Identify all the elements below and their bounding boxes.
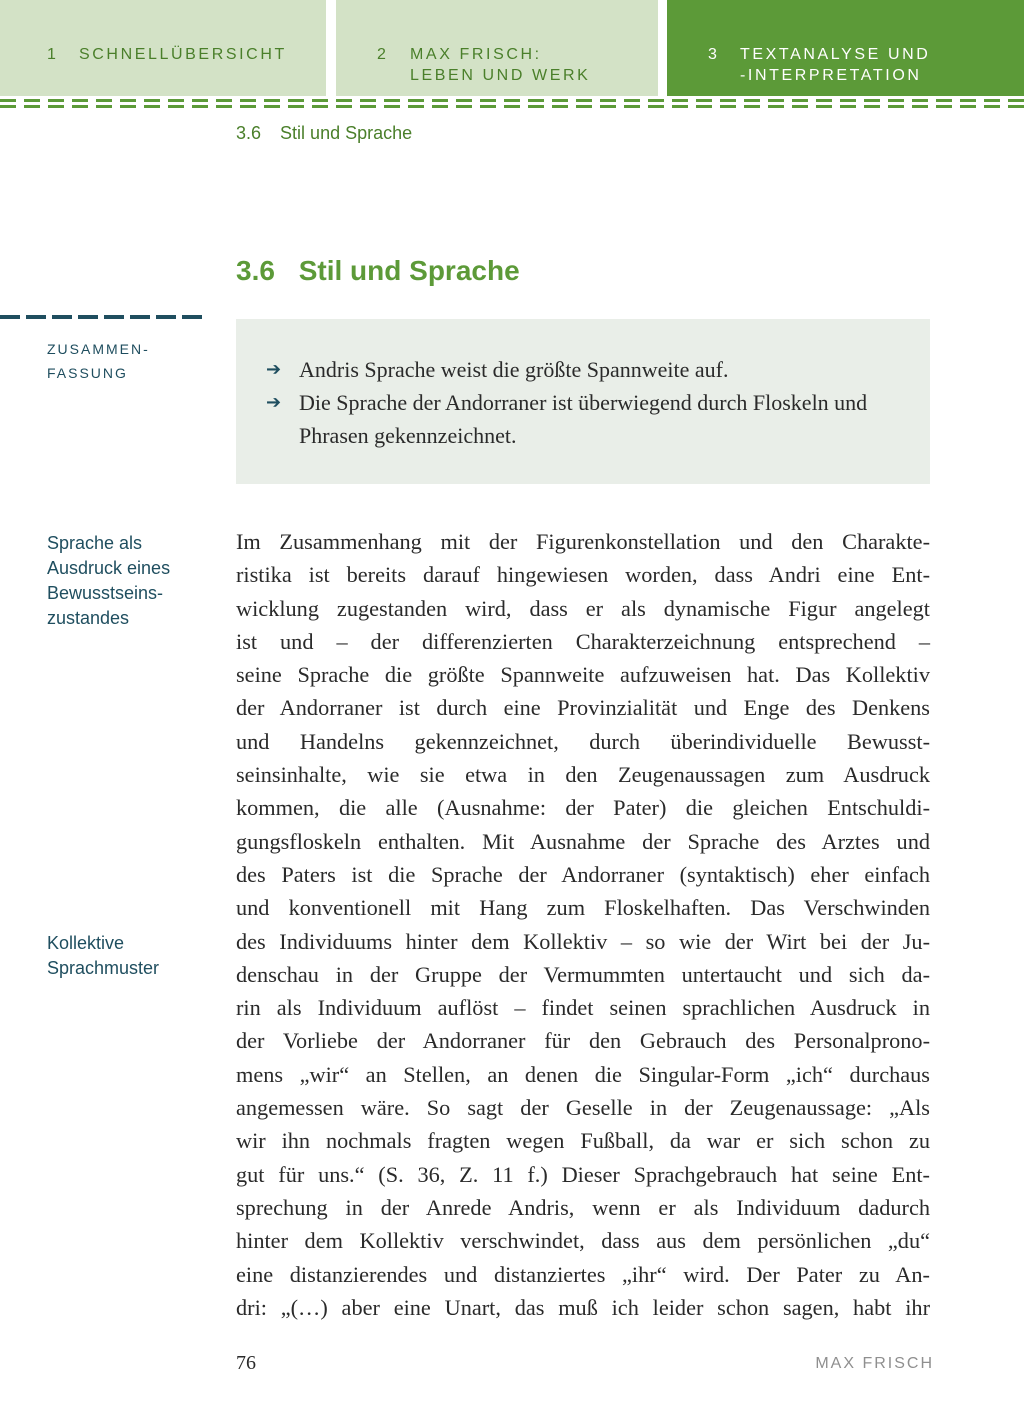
text-line: und Handelns gekennzeichnet, durch überindividuelle Bewusst- <box>236 728 930 754</box>
text-line: ristika ist bereits darauf hingewiesen worden, dass Andri eine Ent- <box>236 562 930 588</box>
text-line: Im Zusammenhang mit der Figurenkonstellation und den Charakte- <box>236 529 930 554</box>
text-line: des Individuums hinter dem Kollektiv – so wie der Wirt bei der Ju- <box>236 928 930 954</box>
text-line: hinter dem Kollektiv verschwindet, dass aus dem persönlichen „du“ <box>236 1228 930 1254</box>
text-line: der Vorliebe der Andorraner für den Gebrauch des Personalprono- <box>236 1028 930 1054</box>
header-divider-bottom <box>0 105 1024 108</box>
text-line: der Andorraner ist durch eine Provinzialität und Enge des Denkens <box>236 695 930 721</box>
section-title <box>236 255 520 287</box>
tab-label: TEXTANALYSE UND -INTERPRETATION <box>740 46 931 84</box>
text-line: gungsfloskeln enthalten. Mit Ausnahme der Sprache des Arztes und <box>236 828 930 854</box>
text-line: denschau in der Gruppe der Vermummten untertaucht und sich da- <box>236 961 930 987</box>
summary-box <box>236 319 930 484</box>
tab-label: MAX FRISCH: LEBEN UND WERK <box>410 46 591 84</box>
arrow-right-icon: ➔ <box>266 392 282 413</box>
sidebar-divider <box>0 315 206 319</box>
text-line: mens „wir“ an Stellen, an denen die Singular-Form „ich“ durchaus <box>236 1061 930 1087</box>
running-head <box>236 123 412 144</box>
summary-item-text: Andris Sprache weist die größte Spannweite auf. <box>299 357 729 382</box>
text-line: rin als Individuum auflöst – findet seinen sprachlichen Ausdruck in <box>236 995 930 1021</box>
summary-item <box>266 353 910 386</box>
page-number: 76 <box>236 1352 256 1374</box>
section-number: 3.6 <box>236 255 275 286</box>
text-line: seinsinhalte, wie sie etwa in den Zeugenaussagen zum Ausdruck <box>236 762 930 788</box>
tab-label: SCHNELLÜBERSICHT <box>79 46 287 63</box>
sidebar-summary-label: ZUSAMMEN- FASSUNG <box>47 341 150 381</box>
footer-book-title: MAX FRISCH <box>815 1355 934 1372</box>
text-line: angemessen wäre. So sagt der Geselle in der Zeugenaussage: „Als <box>236 1095 930 1121</box>
text-line: wicklung zugestanden wird, dass er als dynamische Figur angelegt <box>236 595 930 621</box>
text-line: gut für uns.“ (S. 36, Z. 11 f.) Dieser Sprachgebrauch hat seine Ent- <box>236 1161 930 1187</box>
tab-textanalyse-active[interactable] <box>667 0 1024 96</box>
running-head-number: 3.6 <box>236 123 262 143</box>
tab-number: 3 <box>708 46 720 63</box>
margin-note-sprache: Sprache als Ausdruck eines Bewusstseins- zustandes <box>47 533 171 628</box>
summary-item <box>266 386 910 452</box>
tab-schnelluebersicht[interactable] <box>0 0 326 96</box>
header-divider-top <box>0 99 1024 102</box>
text-line: wir ihn nochmals fragten wegen Fußball, da war er sich schon zu <box>236 1128 930 1154</box>
text-line: sprechung in der Anrede Andris, wenn er als Individuum dadurch <box>236 1194 930 1220</box>
body-paragraph <box>236 525 930 1324</box>
text-line: des Paters ist die Sprache der Andorraner (syntaktisch) eher einfach <box>236 861 930 887</box>
summary-item-text: Die Sprache der Andorraner ist überwiegend durch Floskeln und Phrasen gekennzeichnet. <box>299 390 868 448</box>
margin-note-kollektive: Kollektive Sprachmuster <box>47 933 160 978</box>
text-line: dri: „(…) aber eine Unart, das muß ich leider schon sagen, habt ihr <box>236 1294 930 1320</box>
text-line: eine distanzierendes und distanziertes „ihr“ wird. Der Pater zu An- <box>236 1261 930 1287</box>
tab-max-frisch-leben-und-werk[interactable] <box>336 0 658 96</box>
text-line: und konventionell mit Hang zum Floskelhaften. Das Verschwinden <box>236 895 930 921</box>
arrow-right-icon: ➔ <box>266 359 282 380</box>
text-line: seine Sprache die größte Spannweite aufzuweisen hat. Das Kollektiv <box>236 662 930 688</box>
tab-number: 1 <box>47 46 59 63</box>
tab-number: 2 <box>377 46 389 63</box>
text-line: kommen, die alle (Ausnahme: der Pater) die gleichen Entschuldi- <box>236 795 930 821</box>
running-head-title: Stil und Sprache <box>280 123 413 143</box>
section-title-text: Stil und Sprache <box>298 255 520 286</box>
text-line: ist und – der differenzierten Charakterzeichnung entsprechend – <box>236 628 930 654</box>
